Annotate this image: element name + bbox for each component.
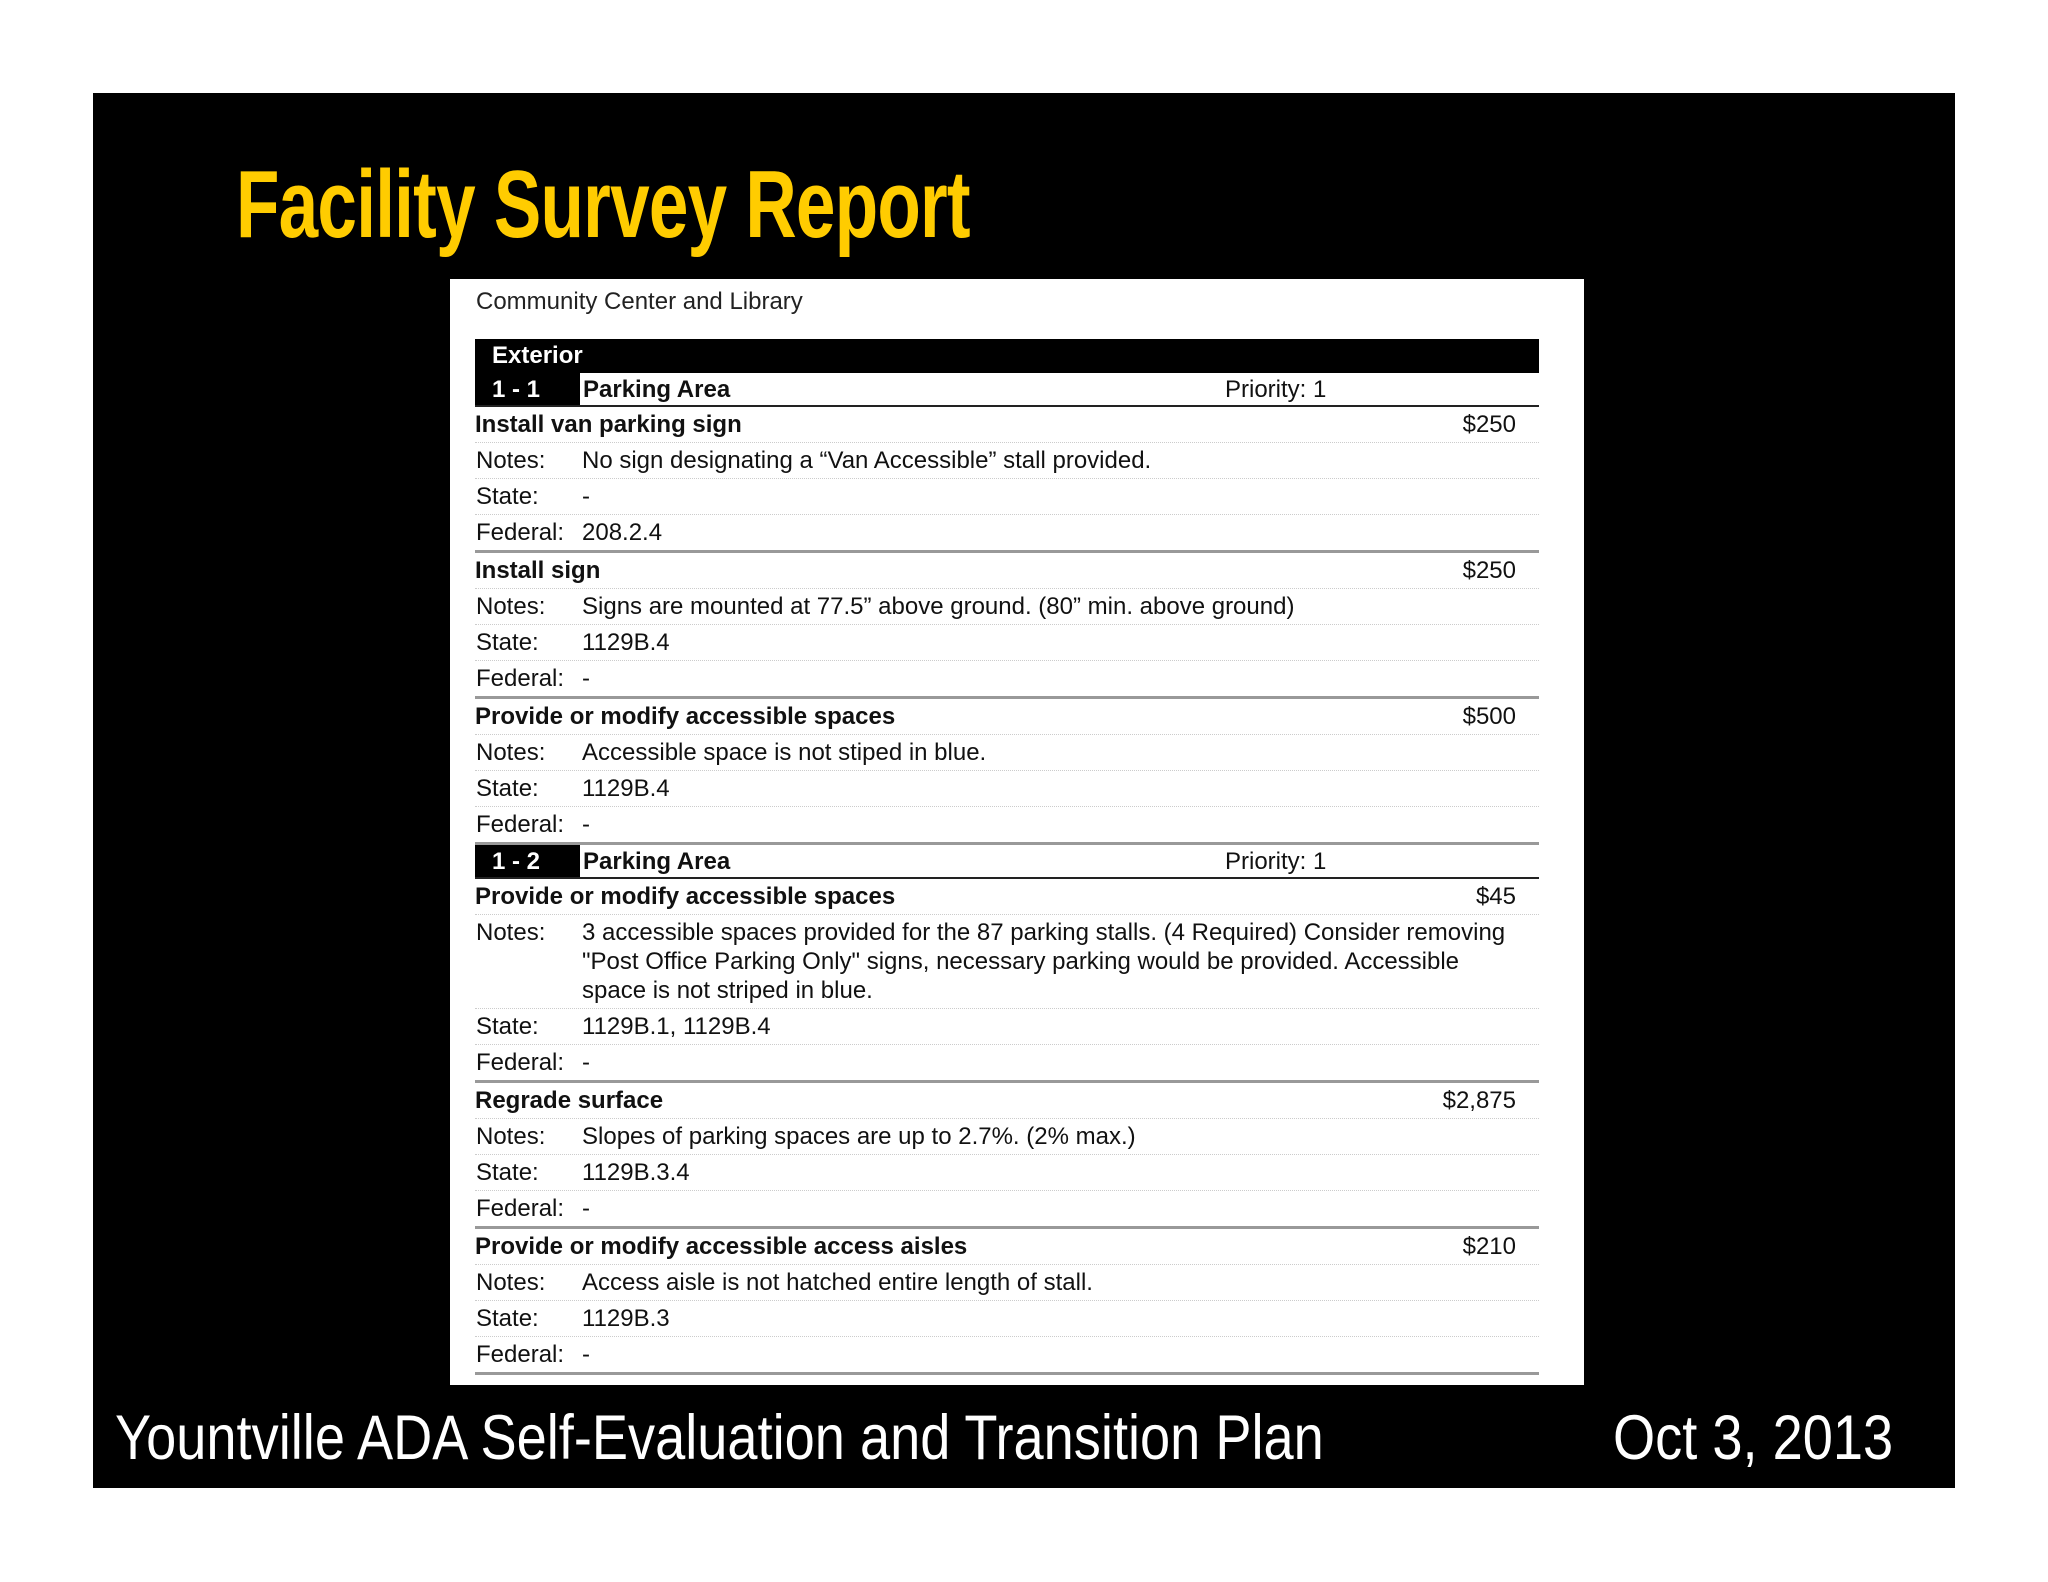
- recommendation: [475, 407, 1539, 553]
- survey-table: [475, 339, 1539, 1375]
- notes-label: Notes:: [476, 1269, 546, 1296]
- state-label: State:: [476, 1159, 539, 1186]
- recommendation: [475, 1083, 1539, 1229]
- recommendation-cost: $2,875: [1442, 1087, 1516, 1114]
- state-value: 1129B.3.4: [582, 1159, 690, 1186]
- recommendation: [475, 879, 1539, 1083]
- state-label: State:: [476, 629, 539, 656]
- section-header: Exterior: [475, 339, 1539, 373]
- notes-value: Signs are mounted at 77.5” above ground. (80” min. above ground): [582, 593, 1295, 620]
- item-number: 1 - 2: [475, 845, 580, 877]
- state-row: [475, 1301, 1539, 1337]
- federal-label: Federal:: [476, 811, 565, 838]
- notes-row: [475, 1119, 1539, 1155]
- state-row: [475, 1155, 1539, 1191]
- recommendation-title: Provide or modify accessible spaces: [475, 883, 896, 910]
- federal-value: -: [582, 1195, 590, 1222]
- federal-value: 208.2.4: [582, 519, 663, 546]
- item-area: Parking Area: [583, 848, 731, 875]
- federal-row: [475, 515, 1539, 550]
- state-row: [475, 1009, 1539, 1045]
- recommendation-header: [475, 553, 1539, 589]
- item-header: [475, 373, 1539, 407]
- item-priority: Priority: 1: [1225, 848, 1327, 875]
- federal-value: -: [582, 811, 590, 838]
- notes-label: Notes:: [476, 1123, 546, 1150]
- state-value: 1129B.1, 1129B.4: [582, 1013, 771, 1040]
- slide-title: Facility Survey Report: [236, 151, 970, 258]
- federal-value: -: [582, 1341, 590, 1368]
- notes-label: Notes:: [476, 593, 546, 620]
- items-container: [475, 373, 1539, 1375]
- state-value: 1129B.3: [582, 1305, 670, 1332]
- recommendation-title: Regrade surface: [475, 1087, 664, 1114]
- federal-label: Federal:: [476, 665, 565, 692]
- notes-value: 3 accessible spaces provided for the 87 parking stalls. (4 Required) Consider removing "Post Office Parking Only" signs, necessary parking would be provided. Accessible space is not striped in blue.: [582, 919, 1506, 1004]
- notes-row: [475, 589, 1539, 625]
- state-label: State:: [476, 1305, 539, 1332]
- recommendation-header: [475, 699, 1539, 735]
- slide: [93, 93, 1955, 1488]
- recommendation-title: Provide or modify accessible access aisles: [475, 1233, 968, 1260]
- notes-row: [475, 915, 1539, 1009]
- state-row: [475, 625, 1539, 661]
- notes-label: Notes:: [476, 919, 546, 946]
- federal-row: [475, 1045, 1539, 1080]
- state-label: State:: [476, 483, 539, 510]
- federal-label: Federal:: [476, 1049, 565, 1076]
- recommendation: [475, 1229, 1539, 1375]
- notes-value: Accessible space is not stiped in blue.: [582, 739, 987, 766]
- state-value: 1129B.4: [582, 775, 670, 802]
- footer-plan-title: Yountville ADA Self-Evaluation and Transition Plan: [115, 1403, 1324, 1473]
- notes-row: [475, 1265, 1539, 1301]
- recommendation: [475, 699, 1539, 845]
- facility-name: Community Center and Library: [476, 288, 803, 315]
- report-page: [450, 279, 1584, 1385]
- notes-value: Slopes of parking spaces are up to 2.7%. (2% max.): [582, 1123, 1136, 1150]
- notes-label: Notes:: [476, 739, 546, 766]
- state-row: [475, 479, 1539, 515]
- recommendation-cost: $45: [1475, 883, 1516, 910]
- state-label: State:: [476, 1013, 539, 1040]
- notes-label: Notes:: [476, 447, 546, 474]
- item-number: 1 - 1: [475, 373, 580, 405]
- recommendation-cost: $210: [1462, 1233, 1516, 1260]
- federal-row: [475, 1337, 1539, 1372]
- recommendation-cost: $500: [1462, 703, 1516, 730]
- recommendation-cost: $250: [1462, 557, 1516, 584]
- notes-value: No sign designating a “Van Accessible” stall provided.: [582, 447, 1152, 474]
- recommendation-header: [475, 1229, 1539, 1265]
- recommendation-title: Install sign: [475, 557, 601, 584]
- recommendation: [475, 553, 1539, 699]
- federal-row: [475, 1191, 1539, 1226]
- recommendation-cost: $250: [1462, 411, 1516, 438]
- federal-row: [475, 661, 1539, 696]
- recommendation-title: Provide or modify accessible spaces: [475, 703, 896, 730]
- item-area: Parking Area: [583, 376, 731, 403]
- footer-date: Oct 3, 2013: [1613, 1403, 1894, 1473]
- item-priority: Priority: 1: [1225, 376, 1327, 403]
- recommendation-header: [475, 879, 1539, 915]
- federal-row: [475, 807, 1539, 842]
- notes-row: [475, 735, 1539, 771]
- recommendation-header: [475, 1083, 1539, 1119]
- state-label: State:: [476, 775, 539, 802]
- state-value: 1129B.4: [582, 629, 670, 656]
- recommendation-header: [475, 407, 1539, 443]
- recommendation-title: Install van parking sign: [475, 411, 742, 438]
- federal-value: -: [582, 665, 590, 692]
- state-row: [475, 771, 1539, 807]
- notes-value: Access aisle is not hatched entire length of stall.: [582, 1269, 1093, 1296]
- state-value: -: [582, 483, 590, 510]
- federal-value: -: [582, 1049, 590, 1076]
- notes-row: [475, 443, 1539, 479]
- federal-label: Federal:: [476, 1195, 565, 1222]
- federal-label: Federal:: [476, 519, 565, 546]
- federal-label: Federal:: [476, 1341, 565, 1368]
- item-header: [475, 845, 1539, 879]
